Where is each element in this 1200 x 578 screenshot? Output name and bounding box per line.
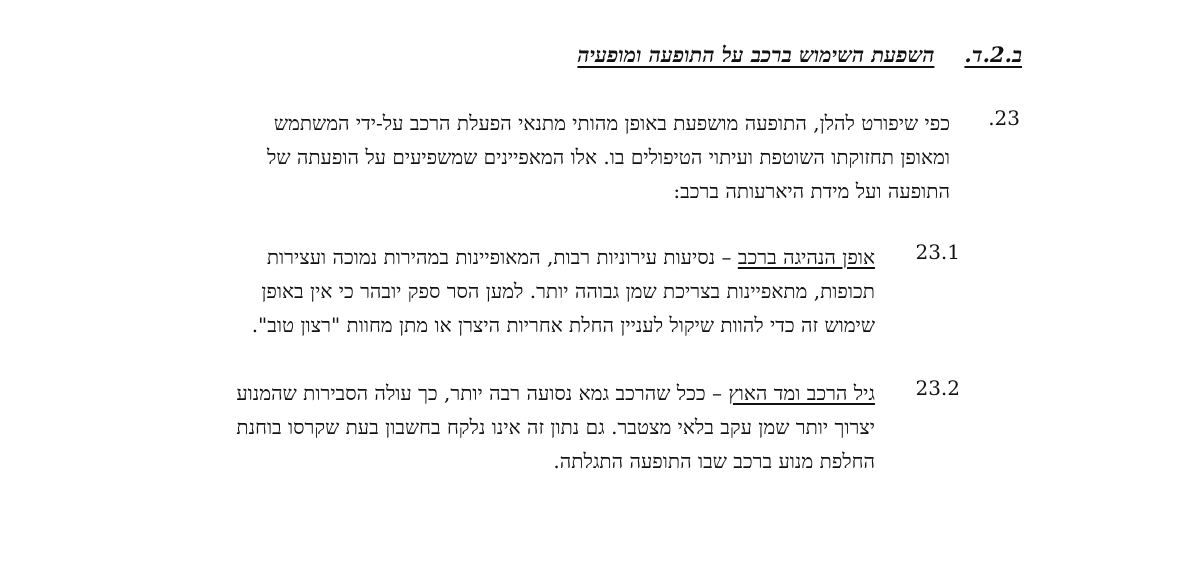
section-title: השפעת השימוש ברכב על התופעה ומופעיה [577,42,935,67]
paragraph-number: 23. [988,106,1020,130]
section-heading [577,42,1022,68]
paragraph-body [140,376,875,478]
paragraph-line: ומאופן תחזוקתו השוטפת ועיתוי הטיפולים בו. אלו המאפיינים שמשפיעים על הופעתה של [266,145,950,169]
paragraph-line: תכופות, מתאפיינות בצריכת שמן גבוהה יותר. למען הסר ספק יובהר כי אין באופן [261,279,875,303]
paragraph-body [140,240,875,342]
paragraph-line-rest: – נסיעות עירוניות רבות, המאופיינות במהירות נמוכה ועצירות [266,245,738,269]
paragraph-line-first [140,240,875,274]
paragraph-line: שימוש זה כדי להוות שיקול לעניין החלת אחריות היצרן או מתן מחוות "רצון טוב". [251,313,875,337]
paragraph-number: 23.2 [915,376,960,400]
paragraph-subtitle: גיל הרכב ומד האוץ [728,381,875,405]
paragraph-number: 23.1 [915,240,960,264]
paragraph-line-first [140,376,875,410]
paragraph-line: החלפת מנוע ברכב שבו התופעה התגלתה. [553,449,875,473]
paragraph-subtitle: אופן הנהיגה ברכב [737,245,875,269]
paragraph-line-rest: – ככל שהרכב גמא נסועה רבה יותר, כך עולה הסבירות שהמנוע [236,381,729,405]
section-number: ב.2.ד. [964,42,1022,67]
paragraph-line: יצרוך יותר שמן עקב בלאי מצטבר. גם נתון זה אינו נלקח בחשבון בעת שקרסו בוחנת [236,415,875,439]
paragraph-line: כפי שיפורט להלן, התופעה מושפעת באופן מהותי מתנאי הפעלת הרכב על-ידי המשתמש [273,111,950,135]
paragraph-body [140,106,950,208]
paragraph-line: התופעה ועל מידת היארעותה ברכב: [673,179,950,203]
